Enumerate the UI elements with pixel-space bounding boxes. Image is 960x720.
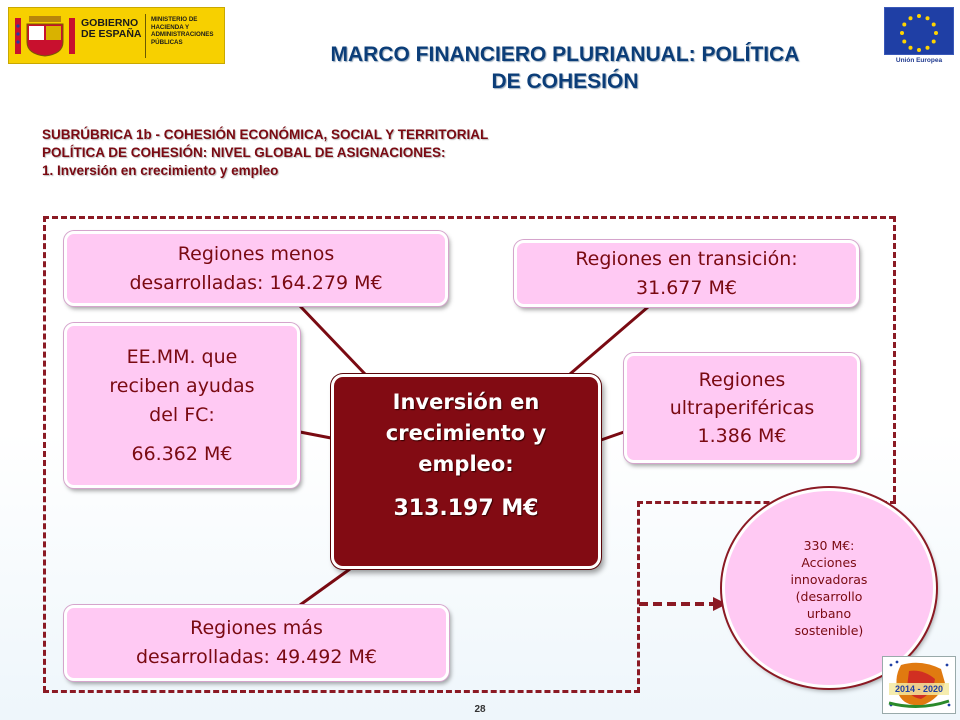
connector-more-developed <box>300 569 350 605</box>
gobierno-label: GOBIERNO DE ESPAÑA <box>81 17 142 40</box>
subtitle-line-2: POLÍTICA DE COHESIÓN: NIVEL GLOBAL DE ASIGNACIONES: <box>42 145 446 160</box>
center-total-value: 313.197 M€ <box>393 496 539 521</box>
less-developed-line-1: Regiones menos <box>177 242 335 265</box>
transition-line-2: 31.677 M€ <box>635 276 737 299</box>
box-outermost-regions <box>624 353 860 463</box>
cohesion-fund-line-3: del FC: <box>149 403 215 426</box>
innovative-line-4: (desarrollo <box>795 589 863 604</box>
title-line-1: MARCO FINANCIERO PLURIANUAL: POLÍTICA <box>330 43 800 66</box>
outermost-line-2: ultraperiféricas <box>669 397 815 419</box>
cohesion-fund-line-2: reciben ayudas <box>109 374 255 397</box>
center-line-1: Inversión en <box>392 390 540 414</box>
center-line-3: empleo: <box>418 452 514 476</box>
less-developed-line-2: desarrolladas: 164.279 M€ <box>129 271 383 294</box>
box-transition-regions <box>514 240 859 307</box>
box-less-developed-regions <box>64 231 448 306</box>
cohesion-fund-line-1: EE.MM. que <box>126 345 238 368</box>
svg-text:2014 - 2020: 2014 - 2020 <box>894 684 944 694</box>
outermost-line-1: Regiones <box>698 369 786 391</box>
box-more-developed-regions <box>64 605 449 681</box>
connector-cohesion-fund <box>300 432 331 438</box>
eu-label: Unión Europea <box>895 57 943 64</box>
subtitle-line-1: SUBRÚBRICA 1b - COHESIÓN ECONÓMICA, SOCIAL Y TERRITORIAL <box>42 127 489 142</box>
connector-less-developed <box>300 306 365 374</box>
innovative-line-2: Acciones <box>801 555 857 570</box>
more-developed-line-1: Regiones más <box>190 617 323 639</box>
box-cohesion-fund-members <box>64 323 300 488</box>
dashed-arrow-icon <box>637 593 729 615</box>
cohesion-fund-value: 66.362 M€ <box>131 442 233 465</box>
innovative-line-3: innovadoras <box>790 572 868 587</box>
title-line-2: DE COHESIÓN <box>491 70 639 93</box>
period-2014-2020-logo <box>882 656 956 714</box>
center-box-investment-growth-jobs <box>331 374 601 569</box>
innovative-line-1: 330 M€: <box>803 538 855 553</box>
ministerio-label: MINISTERIO DE HACIENDA Y ADMINISTRACIONES PÚBLICAS <box>151 16 214 46</box>
innovative-line-5: urbano <box>806 606 852 621</box>
transition-line-1: Regiones en transición: <box>575 247 798 270</box>
page-number: 28 <box>474 704 486 715</box>
more-developed-line-2: desarrolladas: 49.492 M€ <box>135 646 378 668</box>
center-line-2: crecimiento y <box>385 421 547 445</box>
subtitle-line-3: 1. Inversión en crecimiento y empleo <box>42 163 279 178</box>
outermost-line-3: 1.386 M€ <box>697 425 787 447</box>
innovative-line-6: sostenible) <box>794 623 864 638</box>
connector-outermost <box>601 432 624 440</box>
